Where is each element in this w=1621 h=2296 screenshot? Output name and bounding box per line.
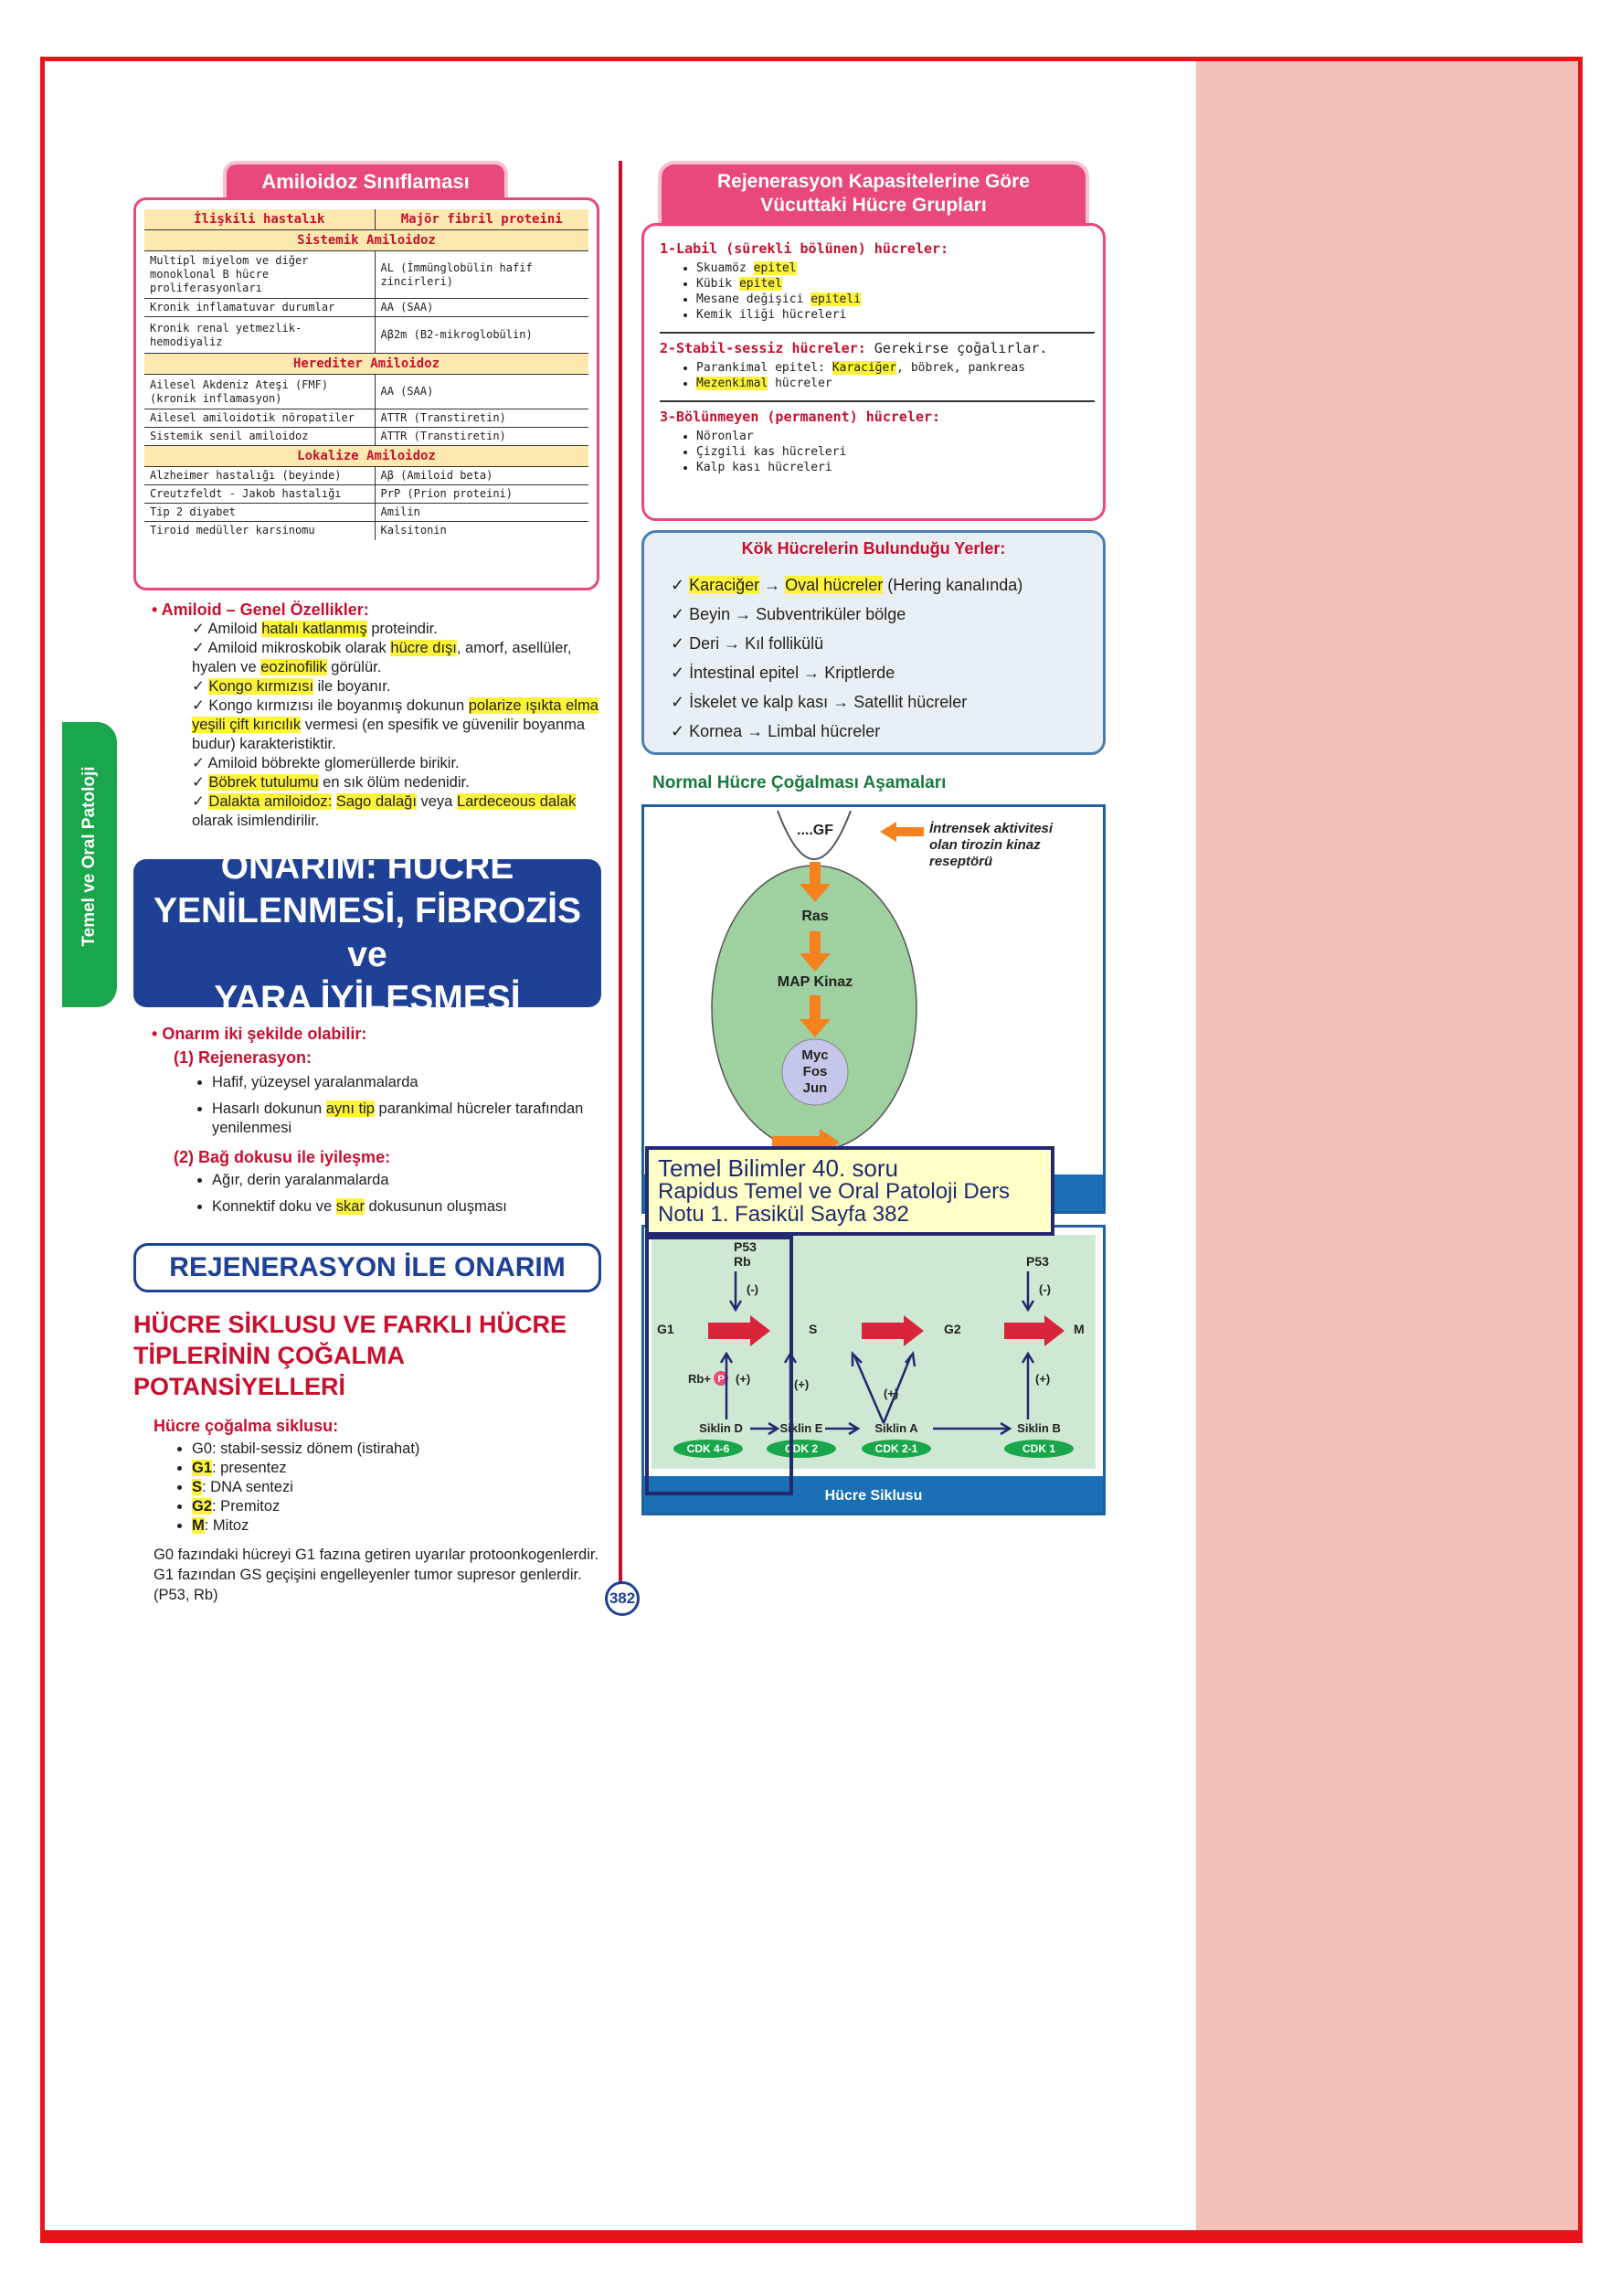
stable-title: 2-Stabil-sessiz hücreler: Gerekirse çoğalırlar. bbox=[660, 340, 1048, 356]
table-cell: ATTR (Transtiretin) bbox=[375, 409, 588, 428]
list-item: • Hafif, yüzeysel yaralanmalarda bbox=[212, 1073, 603, 1092]
table-cell: Kronik inflamatuvar durumlar bbox=[144, 299, 375, 317]
phase-label: S bbox=[809, 1322, 818, 1336]
receptor-label: reseptörü bbox=[929, 854, 993, 869]
side-tab bbox=[62, 722, 117, 1007]
cdk-label: CDK 1 bbox=[1022, 1442, 1056, 1455]
negative-label: (-) bbox=[747, 1282, 758, 1296]
table-row bbox=[144, 251, 588, 299]
amyloid-properties-list bbox=[192, 620, 603, 831]
cdk-label: CDK 4-6 bbox=[686, 1442, 730, 1455]
list-item: • Skuamöz epitel bbox=[696, 260, 1098, 276]
regen-content bbox=[660, 241, 1098, 475]
list-item: • Hasarlı dokunun aynı tip parankimal hücreler tarafından yenilenmesi bbox=[212, 1100, 603, 1138]
list-item: ✓ Amiloid hatalı katlanmış proteindir. bbox=[192, 621, 438, 637]
list-item: ✓ Kongo kırmızısı ile boyanır. bbox=[192, 678, 391, 695]
list-item: ✓ İntestinal epitel → Kriptlerde bbox=[671, 664, 895, 682]
regeneration-title: (1) Rejenerasyon: bbox=[174, 1048, 313, 1067]
table-row bbox=[144, 428, 588, 446]
annotation-outline bbox=[645, 1236, 793, 1495]
onarim-title: • Onarım iki şekilde olabilir: bbox=[152, 1025, 367, 1043]
list-item: ✓ İskelet ve kalp kası → Satellit hücreler bbox=[671, 693, 968, 711]
table-section: Herediter Amiloidoz bbox=[144, 354, 588, 375]
list-item: ✓ Deri → Kıl follikülü bbox=[671, 634, 824, 653]
list-item: • Konnektif doku ve skar dokusunun oluşması bbox=[212, 1197, 603, 1217]
list-item: • G1: presentez bbox=[192, 1459, 609, 1478]
list-item: ✓ Böbrek tutulumu en sık ölüm nedenidir. bbox=[192, 774, 470, 791]
annotation-note bbox=[645, 1146, 1054, 1236]
positive-label: (+) bbox=[884, 1387, 899, 1400]
cycle-paragraph: G0 fazındaki hücreyi G1 fazına getiren uyarılar protoonkogenlerdir. G1 fazından GS geçişini engelleyenler tumor supresor genlerdir. (P53, Rb) bbox=[154, 1547, 599, 1603]
regen-box-title: Rejenerasyon Kapasitelerine Göre Vücuttaki Hücre Grupları bbox=[658, 161, 1089, 227]
ras-label: Ras bbox=[801, 909, 829, 924]
list-item: ✓ Kornea → Limbal hücreler bbox=[671, 722, 881, 740]
list-item: ✓ Karaciğer → Oval hücreler (Hering kanalında) bbox=[671, 576, 1023, 594]
cyclin-label: Siklin B bbox=[1017, 1421, 1061, 1435]
nucleus-label: Jun bbox=[802, 1080, 828, 1096]
list-item: • Çizgili kas hücreleri bbox=[696, 444, 1098, 460]
banner-line: ONARIM: HÜCRE bbox=[220, 847, 514, 887]
cyclin-label: Siklin A bbox=[874, 1421, 918, 1435]
labile-list bbox=[680, 260, 1098, 323]
amyloid-table-title: Amiloidoz Sınıflaması bbox=[223, 161, 508, 199]
connective-list bbox=[194, 1171, 603, 1217]
table-cell: Tiroid medüller karsinomu bbox=[150, 524, 315, 537]
list-item: • Mesane değişici epiteli bbox=[696, 292, 1098, 307]
list-item: • Kübik epitel bbox=[696, 276, 1098, 292]
table-header-row bbox=[144, 209, 588, 230]
map-kinase-label: MAP Kinaz bbox=[777, 974, 853, 990]
note-line: Rapidus Temel ve Oral Patoloji Ders bbox=[658, 1179, 1011, 1204]
positive-label: (+) bbox=[1035, 1372, 1051, 1386]
table-cell: Aβ2m (B2-mikroglobülin) bbox=[375, 317, 588, 354]
fig1-title: Normal Hücre Çoğalması Aşamaları bbox=[652, 773, 947, 792]
phase-label: M bbox=[1074, 1322, 1085, 1336]
cycle-heading: HÜCRE SİKLUSU VE FARKLI HÜCRE TİPLERİNİN ÇOĞALMA POTANSİYELLERİ bbox=[133, 1311, 567, 1400]
list-item: • Kalp kası hücreleri bbox=[696, 460, 1098, 475]
table-cell: Tip 2 diyabet bbox=[144, 504, 375, 522]
table-cell: Alzheimer hastalığı (beyinde) bbox=[144, 467, 375, 485]
list-item: • M: Mitoz bbox=[192, 1516, 609, 1536]
cycle-subheading: Hücre çoğalma siklusu: bbox=[154, 1417, 339, 1435]
onarim-banner bbox=[133, 847, 601, 1018]
rejenerasyon-banner: REJENERASYON İLE ONARIM bbox=[133, 1243, 601, 1292]
amyloid-properties bbox=[152, 600, 603, 831]
permanent-title: 3-Bölünmeyen (permanent) hücreler: bbox=[660, 409, 941, 425]
table-cell: Ailesel Akdeniz Ateşi (FMF) (kronik inflamasyon) bbox=[144, 375, 375, 409]
table-cell: Ailesel amiloidotik nöropatiler bbox=[144, 409, 375, 428]
list-item: • Ağır, derin yaralanmalarda bbox=[212, 1171, 603, 1190]
list-item: • S: DNA sentezi bbox=[192, 1478, 609, 1497]
page-number: 382 bbox=[605, 1581, 640, 1616]
table-row bbox=[144, 375, 588, 409]
stable-list bbox=[680, 360, 1098, 391]
labile-title: 1-Labil (sürekli bölünen) hücreler: bbox=[660, 240, 949, 257]
cycle-phase-list bbox=[174, 1440, 609, 1536]
receptor-label: İntrensek aktivitesi bbox=[929, 821, 1054, 836]
gf-label: ....GF bbox=[797, 823, 833, 838]
table-cell: Creutzfeldt - Jakob hastalığı bbox=[144, 485, 375, 504]
positive-label: (+) bbox=[794, 1377, 810, 1391]
list-item: • G0: stabil-sessiz dönem (istirahat) bbox=[192, 1440, 609, 1459]
list-item: ✓ Kongo kırmızısı ile boyanmış dokunun polarize ışıkta elma yeşili çift kırıcılık vermesi (en spesifik ve güvenilir boyanma budur) karakteristiktir. bbox=[192, 697, 599, 752]
banner-line: YENİLENMESİ, FİBROZİS ve bbox=[153, 891, 582, 974]
table-cell: PrP (Prion proteini) bbox=[375, 485, 588, 504]
table-row bbox=[144, 317, 588, 354]
table-cell: ATTR (Transtiretin) bbox=[375, 428, 588, 446]
p53-label: P53 bbox=[734, 1239, 757, 1254]
stem-cell-list bbox=[671, 570, 1091, 746]
list-item: • Parankimal epitel: Karaciğer, böbrek, pankreas bbox=[696, 360, 1098, 376]
list-item: • Kemik iliği hücreleri bbox=[696, 307, 1098, 323]
connective-title: (2) Bağ dokusu ile iyileşme: bbox=[174, 1148, 391, 1166]
table-cell: Aβ (Amiloid beta) bbox=[375, 467, 588, 485]
table-section: Sistemik Amiloidoz bbox=[144, 230, 588, 251]
table-row bbox=[144, 504, 588, 522]
cell-cycle-caption: Hücre Siklusu bbox=[824, 1488, 923, 1504]
cdk-label: CDK 2-1 bbox=[874, 1442, 918, 1455]
bottom-bar bbox=[40, 2230, 1583, 2243]
phase-label: G2 bbox=[944, 1322, 961, 1336]
amyloid-table bbox=[144, 209, 588, 540]
negative-label: (-) bbox=[1039, 1282, 1051, 1296]
positive-label: (+) bbox=[736, 1372, 751, 1386]
cell-cycle-section bbox=[133, 1309, 609, 1605]
table-row bbox=[144, 485, 588, 504]
table-row bbox=[144, 299, 588, 317]
phase-label: G1 bbox=[657, 1322, 674, 1336]
amyloid-properties-title: • Amiloid – Genel Özellikler: bbox=[152, 601, 369, 619]
regeneration-list bbox=[194, 1073, 603, 1138]
receptor-label: olan tirozin kinaz bbox=[929, 837, 1041, 853]
banner-line: YARA İYİLEŞMESİ bbox=[214, 979, 521, 1018]
rb-p-label: Rb+ bbox=[688, 1372, 711, 1386]
table-cell: AA (SAA) bbox=[375, 375, 588, 409]
table-cell: Multipl miyelom ve diğer monoklonal B hücre proliferasyonları bbox=[144, 251, 375, 299]
list-item: • Nöronlar bbox=[696, 429, 1098, 444]
nucleus-label: Myc bbox=[801, 1047, 829, 1063]
margin-panel bbox=[1196, 61, 1578, 2235]
column-divider bbox=[619, 161, 622, 1587]
table-header: Majör fibril proteini bbox=[375, 209, 588, 230]
table-cell: Kronik renal yetmezlik-hemodiyaliz bbox=[144, 317, 375, 354]
stem-cell-title: Kök Hücrelerin Bulunduğu Yerler: bbox=[741, 539, 1006, 558]
list-item: • Mezenkimal hücreler bbox=[696, 376, 1098, 391]
table-cell: Kalsitonin bbox=[375, 522, 588, 540]
table-row bbox=[144, 522, 588, 540]
list-item: ✓ Dalakta amiloidoz: Sago dalağı veya Lardeceous dalak olarak isimlendirilir. bbox=[192, 793, 577, 829]
note-line: Notu 1. Fasikül Sayfa 382 bbox=[658, 1202, 909, 1227]
cyclin-label: Siklin E bbox=[779, 1421, 823, 1435]
table-section: Lokalize Amiloidoz bbox=[144, 446, 588, 467]
rb-label: Rb bbox=[734, 1254, 751, 1269]
table-header: İlişkili hastalık bbox=[144, 209, 375, 230]
cyclin-label: Siklin D bbox=[699, 1421, 743, 1435]
table-cell: Amilin bbox=[375, 504, 588, 522]
list-item: • G2: Premitoz bbox=[192, 1497, 609, 1516]
list-item: ✓ Amiloid mikroskobik olarak hücre dışı, amorf, asellüler, hyalen ve eozinofilik görülür. bbox=[192, 640, 572, 675]
table-cell: Sistemik senil amiloidoz bbox=[144, 428, 375, 446]
table-cell: AA (SAA) bbox=[375, 299, 588, 317]
table-cell: AL (İmmünglobülin hafif zincirleri) bbox=[375, 251, 588, 299]
onarim-section bbox=[152, 1024, 603, 1217]
note-line: Temel Bilimler 40. soru bbox=[658, 1154, 898, 1182]
phosphate-label: P bbox=[717, 1374, 725, 1385]
table-row bbox=[144, 467, 588, 485]
list-item: ✓ Beyin → Subventriküler bölge bbox=[671, 605, 906, 623]
list-item: ✓ Amiloid böbrekte glomerüllerde birikir. bbox=[192, 755, 460, 771]
p53-label: P53 bbox=[1026, 1254, 1049, 1269]
table-row bbox=[144, 409, 588, 428]
cdk-label: CDK 2 bbox=[784, 1442, 819, 1455]
side-tab-label: Temel ve Oral Patoloji bbox=[79, 766, 99, 947]
nucleus-label: Fos bbox=[802, 1064, 828, 1079]
permanent-list bbox=[680, 429, 1098, 475]
